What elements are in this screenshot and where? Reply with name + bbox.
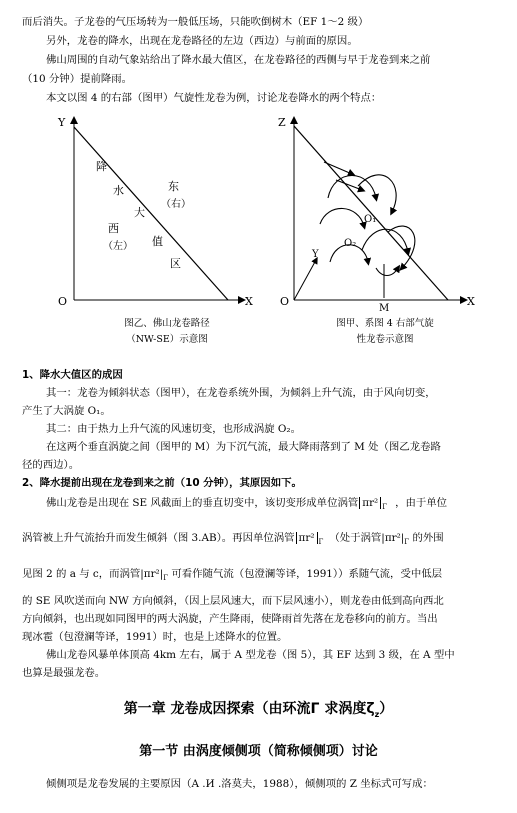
axis-label-y: Y [312, 249, 319, 260]
y-axis [294, 260, 316, 300]
text-line: 径的西边）。 [22, 459, 80, 471]
text-line: 另外，龙卷的降水，出现在龙卷路径的左边（西边）与前面的原因。 [46, 35, 358, 47]
text-line-with-formula [22, 530, 444, 550]
formula-text: πr² [298, 532, 315, 544]
text-line: 而后消失。子龙卷的气压场转为一般低压场，只能吹倒树木（EF 1～2 级） [22, 16, 369, 28]
text-line: 其一：龙卷为倾斜状态（图甲），在龙卷系统外围，为倾斜上升气流，由于风向切变， [46, 387, 436, 399]
flow-arrow [324, 162, 352, 174]
axis-label-x: X [467, 295, 475, 308]
section-title: 第一节 由涡度倾侧项（简称倾侧项）讨论 [139, 744, 378, 759]
chapter-title-text: 第一章 龙卷成因探索（由环流Γ 求涡度ζ [123, 701, 375, 717]
vortex-label-o1: O₁ [364, 214, 377, 225]
text-span: 涡管被上升气流抬升而发生倾斜（图 3.AB）。再因单位涡管 [22, 532, 295, 544]
chapter-title [0, 698, 517, 719]
region-char: 水 [113, 184, 124, 197]
origin-label: O [58, 295, 68, 308]
figure-right-diagram [272, 112, 492, 317]
text-line: 倾侧项是龙卷发展的主要原因（A .И .洛莫夫，1988），倾侧项的 Z 坐标式可写成： [46, 778, 433, 790]
tornado-path-line [74, 127, 228, 300]
section-heading: 1、降水大值区的成因 [22, 369, 123, 381]
region-char: 值 [152, 235, 163, 248]
text-line: 的 SE 风吹送而向 NW 方向倾斜，（因上层风速大，而下层风速小），则龙卷由低到高向西北 [22, 595, 444, 607]
text-line: 现冰雹（包澄澜等译，1991）时，也是上述降水的位置。 [22, 631, 288, 643]
section-heading: 2、降水提前出现在龙卷到来之前（10 分钟），其原因如下。 [22, 477, 302, 489]
vortex-loop [358, 175, 396, 212]
region-char: 区 [170, 257, 181, 270]
vortex-loop [320, 208, 364, 226]
region-char: 降 [96, 160, 107, 173]
text-line: 佛山周围的自动气象站给出了降水最大值区，在龙卷路径的西侧与早于龙卷到来之前 [46, 54, 431, 66]
axis-label-z: Z [278, 116, 286, 129]
text-line: （10 分钟）提前降雨。 [22, 73, 133, 85]
text-line: 也算是最强龙卷。 [22, 667, 106, 679]
figure-right-caption-1: 图甲、系图 4 右部气旋 [336, 318, 434, 329]
formula-text: πr² [362, 497, 379, 509]
region-char: 大 [134, 206, 145, 219]
formula-subscript: Γ [382, 503, 388, 512]
text-span: 佛山龙卷是出现在 SE 风截面上的垂直切变中，该切变形成单位涡管 [46, 497, 359, 509]
figure-left-diagram [50, 112, 265, 317]
text-line-with-formula [46, 495, 447, 515]
origin-label: O [280, 295, 290, 308]
chapter-title-subscript: z [374, 709, 380, 719]
text-line: 佛山龙卷风暴单体顶高 4km 左右，属于 A 型龙卷（图 5），其 EF 达到 3 级，在 A 型中 [46, 649, 455, 661]
point-label-m: M [379, 303, 390, 314]
vortex-loop [328, 176, 376, 199]
formula-subscript: Γ [163, 574, 169, 583]
vortex-loop [376, 268, 398, 276]
text-line: 其二：由于热力上升气流的风速切变，也形成涡旋 O₂。 [46, 423, 301, 435]
axis-label-y: Y [58, 116, 66, 129]
text-line: 产生了大涡旋 O₁。 [22, 405, 111, 417]
text-span: 见图 2 的 a 与 c，而涡管|πr²| [22, 568, 164, 580]
west-sub-label: （左） [103, 241, 133, 252]
east-sub-label: （右） [161, 199, 191, 210]
chapter-title-end: ） [379, 701, 394, 717]
formula-box [359, 497, 381, 509]
formula-subscript: Γ [318, 538, 324, 547]
west-label: 西 [108, 222, 119, 235]
formula-subscript: Γ [404, 538, 410, 547]
east-label: 东 [168, 180, 179, 193]
text-span: 可看作随气流（包澄澜等译，1991））系随气流，受中低层 [168, 568, 443, 580]
text-span: ，由于单位 [395, 497, 448, 509]
text-line-with-formula [22, 566, 442, 586]
text-span: （处于涡管|πr²| [329, 532, 405, 544]
formula-box [296, 532, 318, 544]
figure-left-caption-2: （NW-SE）示意图 [126, 334, 208, 345]
vortex-label-o2: O₂ [344, 238, 357, 249]
figure-left-caption-1: 图乙、佛山龙卷路径 [124, 318, 210, 329]
text-line: 在这两个垂直涡旋之间（图甲的 M）为下沉气流，最大降雨落到了 M 处（图乙龙卷路 [46, 441, 441, 453]
vortex-loop [362, 229, 408, 252]
text-span: 的外围 [409, 532, 444, 544]
tornado-tilt-line [294, 126, 448, 300]
axis-label-x: X [245, 295, 253, 308]
figure-right-caption-2: 性龙卷示意图 [356, 334, 414, 345]
text-line: 本文以图 4 的右部（图甲）气旋性龙卷为例，讨论龙卷降水的两个特点： [46, 92, 382, 104]
text-line: 方向倾斜，也出现如同图甲的两大涡旋，产生降雨，使降雨首先落在龙卷移向的前方。当出 [22, 613, 438, 625]
